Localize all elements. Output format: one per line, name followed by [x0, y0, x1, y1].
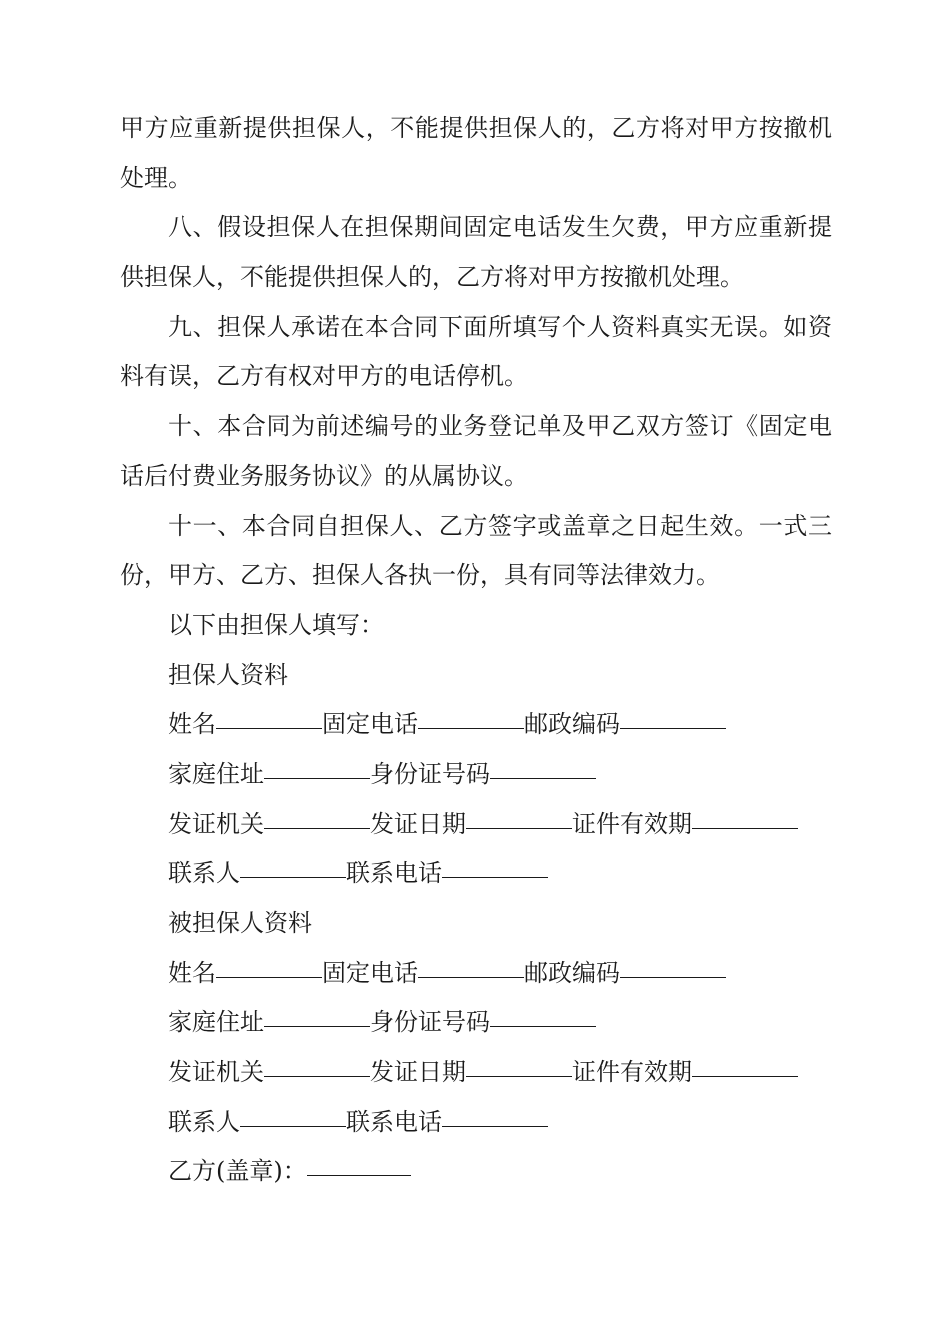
clause-11-line-1: 十一、本合同自担保人、乙方签字或盖章之日起生效。一式三: [168, 511, 832, 540]
guarantor-id-blank[interactable]: [490, 777, 596, 779]
fill-intro: 以下由担保人填写：: [168, 610, 384, 639]
clause-8-line-1: 八、假设担保人在担保期间固定电话发生欠费，甲方应重新提: [168, 213, 832, 242]
guarantor-issuer-blank[interactable]: [264, 827, 370, 829]
guaranteed-row-2: [120, 998, 832, 1048]
guaranteed-name-blank[interactable]: [216, 976, 322, 978]
guarantor-row-1: [120, 700, 832, 750]
guaranteed-postcode-label: 邮政编码: [524, 958, 620, 987]
guarantor-contact-phone-blank[interactable]: [442, 876, 548, 878]
guaranteed-validity-blank[interactable]: [692, 1075, 798, 1077]
guaranteed-issue-date-blank[interactable]: [466, 1075, 572, 1077]
guarantor-row-4: [120, 849, 832, 899]
guaranteed-issuer-label: 发证机关: [168, 1058, 264, 1087]
guarantor-address-label: 家庭住址: [168, 759, 264, 788]
party-b-seal-row: [120, 1147, 832, 1197]
guaranteed-postcode-blank[interactable]: [620, 976, 726, 978]
guarantor-row-2: [120, 750, 832, 800]
guaranteed-validity-label: 证件有效期: [572, 1058, 692, 1087]
clause-9-line-1: 九、担保人承诺在本合同下面所填写个人资料真实无误。如资: [168, 312, 832, 341]
party-b-seal-label: 乙方(盖章)：: [168, 1157, 307, 1186]
guarantor-issue-date-blank[interactable]: [466, 827, 572, 829]
guarantor-postcode-blank[interactable]: [620, 727, 726, 729]
guaranteed-issuer-blank[interactable]: [264, 1075, 370, 1077]
clause-10-line-1: 十、本合同为前述编号的业务登记单及甲乙双方签订《固定电: [168, 412, 832, 441]
guaranteed-row-1: [120, 949, 832, 999]
guarantor-phone-blank[interactable]: [418, 727, 524, 729]
guaranteed-contact-phone-label: 联系电话: [346, 1107, 442, 1136]
guarantor-contact-phone-label: 联系电话: [346, 859, 442, 888]
guarantor-contact-label: 联系人: [168, 859, 240, 888]
guaranteed-phone-blank[interactable]: [418, 976, 524, 978]
guaranteed-address-label: 家庭住址: [168, 1008, 264, 1037]
guarantor-issue-date-label: 发证日期: [370, 809, 466, 838]
clause-9-line-2: 料有误，乙方有权对甲方的电话停机。: [120, 362, 528, 391]
guarantor-postcode-label: 邮政编码: [524, 710, 620, 739]
guaranteed-heading: 被担保人资料: [168, 909, 312, 937]
guarantor-name-blank[interactable]: [216, 727, 322, 729]
clause-7-line-1: 甲方应重新提供担保人，不能提供担保人的，乙方将对甲方按撤机: [120, 114, 832, 142]
guarantor-id-label: 身份证号码: [370, 759, 490, 788]
guarantor-contact-blank[interactable]: [240, 876, 346, 878]
guaranteed-contact-phone-blank[interactable]: [442, 1125, 548, 1127]
guaranteed-phone-label: 固定电话: [322, 958, 418, 987]
clause-10-line-2: 话后付费业务服务协议》的从属协议。: [120, 461, 528, 490]
guarantor-address-blank[interactable]: [264, 777, 370, 779]
guarantor-heading: 担保人资料: [168, 660, 288, 689]
guaranteed-name-label: 姓名: [168, 958, 216, 987]
guaranteed-row-3: [120, 1048, 832, 1098]
party-b-seal-blank[interactable]: [307, 1174, 411, 1176]
guarantor-row-3: [120, 800, 832, 850]
guarantor-validity-label: 证件有效期: [572, 809, 692, 838]
guarantor-validity-blank[interactable]: [692, 827, 798, 829]
guaranteed-contact-blank[interactable]: [240, 1125, 346, 1127]
guaranteed-issue-date-label: 发证日期: [370, 1058, 466, 1087]
clause-11-line-2: 份，甲方、乙方、担保人各执一份，具有同等法律效力。: [120, 561, 720, 590]
clause-8-line-2: 供担保人，不能提供担保人的，乙方将对甲方按撤机处理。: [120, 263, 744, 292]
document-page: [120, 104, 832, 1197]
guaranteed-address-blank[interactable]: [264, 1025, 370, 1027]
guarantor-issuer-label: 发证机关: [168, 809, 264, 838]
clause-7-line-2: 处理。: [120, 163, 192, 192]
guaranteed-id-blank[interactable]: [490, 1025, 596, 1027]
guaranteed-id-label: 身份证号码: [370, 1008, 490, 1037]
guaranteed-row-4: [120, 1098, 832, 1148]
guaranteed-contact-label: 联系人: [168, 1107, 240, 1136]
guarantor-name-label: 姓名: [168, 710, 216, 739]
guarantor-phone-label: 固定电话: [322, 710, 418, 739]
